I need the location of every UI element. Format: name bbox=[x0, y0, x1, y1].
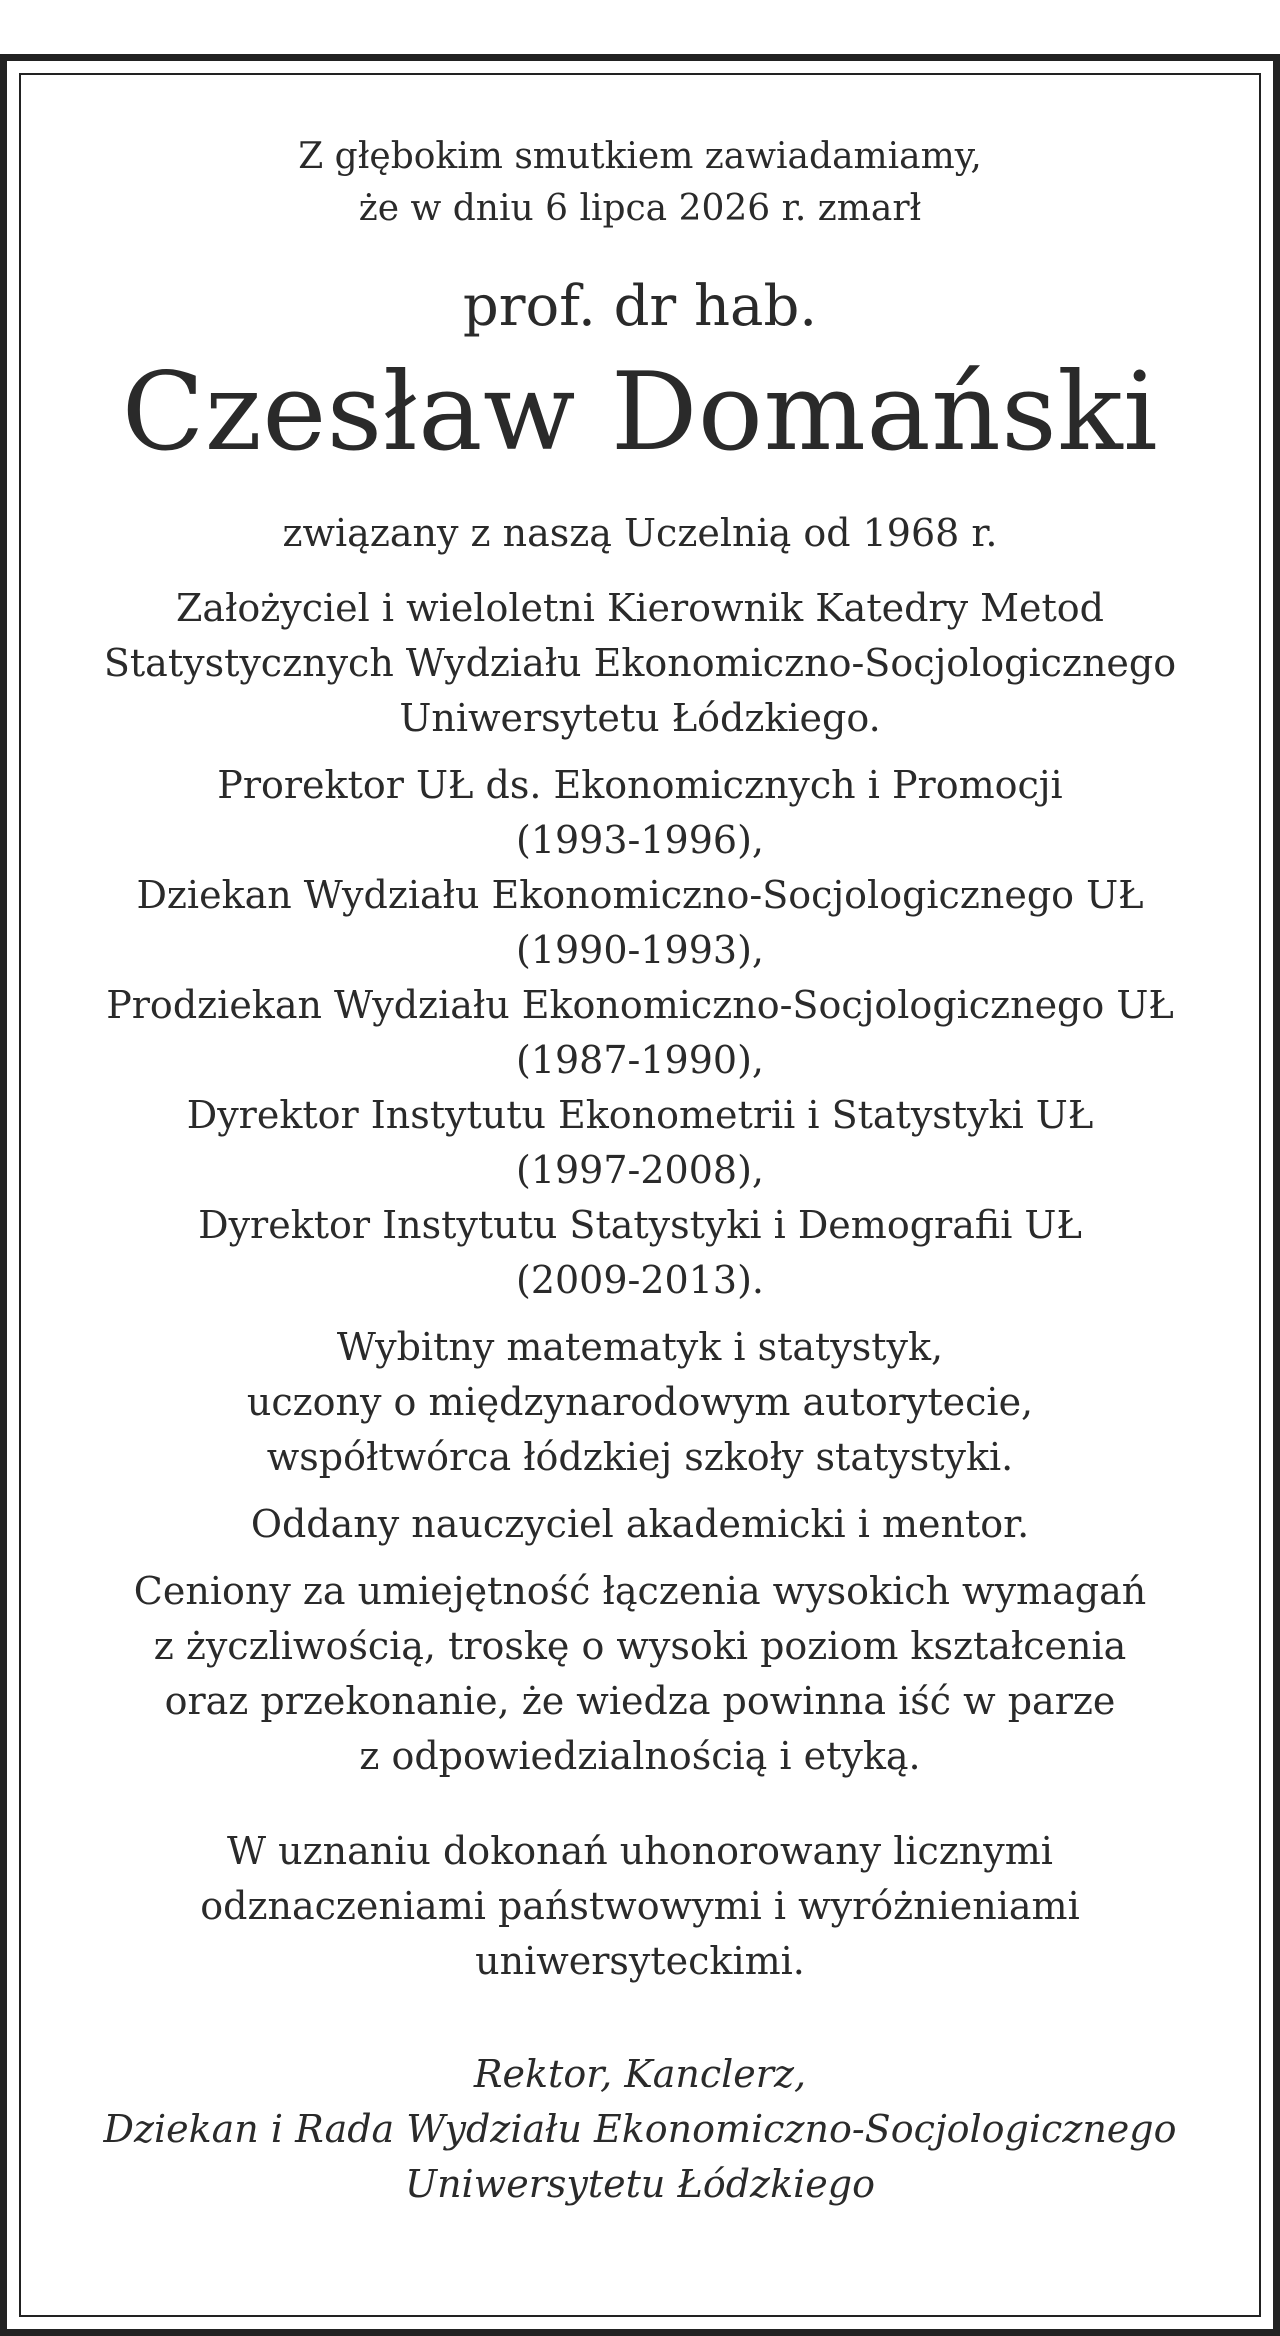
valued-line: z życzliwością, troskę o wysoki poziom kształcenia bbox=[153, 1624, 1127, 1668]
scholar-line: uczony o międzynarodowym autorytecie, bbox=[246, 1380, 1034, 1424]
signature-block bbox=[7, 2047, 1273, 2212]
position-line: Dyrektor Instytutu Ekonometrii i Statystyki UŁ bbox=[186, 1093, 1094, 1137]
intro-line: Z głębokim smutkiem zawiadamiamy, bbox=[298, 136, 982, 177]
founder-line: Założyciel i wieloletni Kierownik Katedry Metod bbox=[176, 586, 1104, 630]
position-years: (1990-1993), bbox=[516, 928, 764, 972]
founder-line: Uniwersytetu Łódzkiego. bbox=[399, 696, 881, 740]
position-years: (1987-1990), bbox=[516, 1038, 764, 1082]
founder-paragraph bbox=[7, 581, 1273, 746]
signature-line: Rektor, Kanclerz, bbox=[473, 2052, 807, 2096]
positions-paragraph bbox=[7, 758, 1273, 1308]
teacher-line: Oddany nauczyciel akademicki i mentor. bbox=[250, 1502, 1030, 1546]
position-line: Dziekan Wydziału Ekonomiczno-Socjologicznego UŁ bbox=[136, 873, 1144, 917]
scholar-paragraph bbox=[7, 1320, 1273, 1485]
teacher-paragraph bbox=[7, 1497, 1273, 1552]
position-line: Prorektor UŁ ds. Ekonomicznych i Promocji bbox=[217, 763, 1063, 807]
obituary-content bbox=[7, 131, 1273, 2212]
deceased-name: Czesław Domański bbox=[121, 350, 1159, 475]
academic-title: prof. dr hab. bbox=[462, 274, 818, 339]
valued-line: oraz przekonanie, że wiedza powinna iść w parze bbox=[164, 1679, 1116, 1723]
position-years: (2009-2013). bbox=[516, 1258, 764, 1302]
tenure-text: związany z naszą Uczelnią od 1968 r. bbox=[282, 511, 998, 555]
position-years: (1997-2008), bbox=[516, 1148, 764, 1192]
scholar-line: współtwórca łódzkiej szkoły statystyki. bbox=[266, 1435, 1014, 1479]
signature-line: Dziekan i Rada Wydziału Ekonomiczno-Socjologicznego bbox=[103, 2107, 1177, 2151]
signature-line: Uniwersytetu Łódzkiego bbox=[405, 2162, 875, 2206]
valued-line: Ceniony za umiejętność łączenia wysokich wymagań bbox=[133, 1569, 1147, 1613]
intro-line: że w dniu 6 lipca 2026 r. zmarł bbox=[358, 188, 922, 229]
founder-line: Statystycznych Wydziału Ekonomiczno-Socjologicznego bbox=[103, 641, 1177, 685]
scholar-line: Wybitny matematyk i statystyk, bbox=[336, 1325, 944, 1369]
position-line: Prodziekan Wydziału Ekonomiczno-Socjologicznego UŁ bbox=[106, 983, 1174, 1027]
honors-line: odznaczeniami państwowymi i wyróżnieniami bbox=[200, 1884, 1080, 1928]
obituary-frame bbox=[0, 54, 1280, 2336]
honors-paragraph bbox=[7, 1824, 1273, 1989]
honors-line: W uznaniu dokonań uhonorowany licznymi bbox=[227, 1829, 1053, 1873]
valued-line: z odpowiedzialnością i etyką. bbox=[359, 1734, 921, 1778]
position-years: (1993-1996), bbox=[516, 818, 764, 862]
valued-paragraph bbox=[7, 1564, 1273, 1784]
position-line: Dyrektor Instytutu Statystyki i Demografii UŁ bbox=[198, 1203, 1082, 1247]
intro-text bbox=[7, 131, 1273, 235]
honors-line: uniwersyteckimi. bbox=[475, 1939, 805, 1983]
